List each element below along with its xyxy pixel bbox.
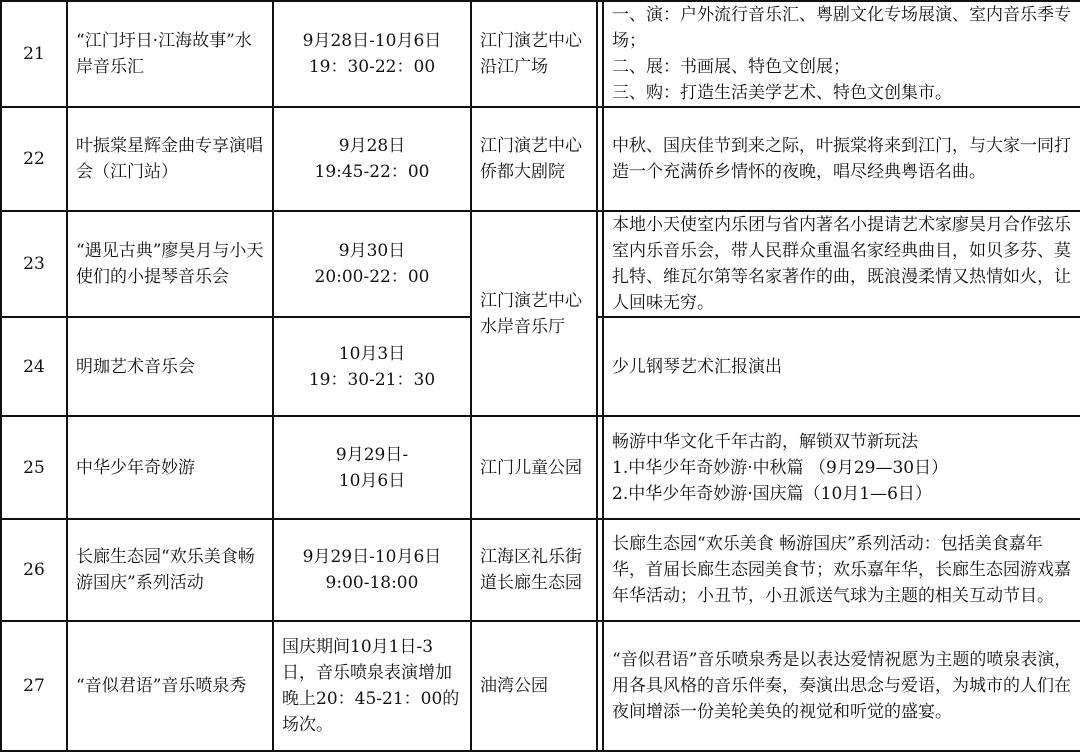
table-row — [1, 1, 1080, 107]
event-venue: 江门演艺中心侨都大剧院 — [471, 107, 597, 211]
event-name: “遇见古典”廖昊月与小天使们的小提琴音乐会 — [67, 211, 273, 317]
row-number: 21 — [1, 1, 67, 107]
desc-line: 畅游中华文化千年古韵，解锁双节新玩法 — [612, 431, 918, 452]
event-time — [273, 107, 471, 211]
event-description — [603, 416, 1080, 519]
desc-line: 三、购：打造生活美学艺术、特色文创集市。 — [612, 83, 952, 103]
time-line: 9月28日-10月6日 — [302, 31, 442, 51]
table-row — [1, 211, 1080, 317]
row-number: 26 — [1, 519, 67, 621]
event-name: 叶振棠星辉金曲专享演唱会（江门站） — [67, 107, 273, 211]
time-line: 10月3日 — [338, 343, 406, 364]
row-number: 23 — [1, 211, 67, 317]
event-time — [273, 211, 471, 317]
table-row — [1, 416, 1080, 519]
event-description — [603, 1, 1080, 107]
event-time: 国庆期间10月1日-3日，音乐喷泉表演增加晚上20：45-21：00的场次。 — [273, 621, 471, 751]
event-description: 中秋、国庆佳节到来之际，叶振棠将来到江门，与大家一同打造一个充满侨乡情怀的夜晚，唱尽经典粤语名曲。 — [603, 107, 1080, 211]
event-name: 长廊生态园“欢乐美食畅游国庆”系列活动 — [67, 519, 273, 621]
time-line: 9月30日 — [338, 241, 406, 261]
event-time — [273, 317, 471, 416]
event-name: “音似君语”音乐喷泉秀 — [67, 621, 273, 751]
event-description: 本地小天使室内乐团与省内著名小提请艺术家廖昊月合作弦乐室内乐音乐会，带人民群众重温名家经典曲目，如贝多芬、莫扎特、维瓦尔第等名家著作的曲，既浪漫柔情又热情如火，让人回味无穷。 — [603, 211, 1080, 317]
time-line: 19：30-21：30 — [308, 369, 436, 390]
desc-line: 二、展：书画展、特色文创展； — [612, 57, 850, 77]
event-venue: 江门演艺中心水岸音乐厅 — [471, 211, 597, 416]
event-description: “音似君语”音乐喷泉秀是以表达爱情祝愿为主题的喷泉表演，用各具风格的音乐伴奏，奏演出思念与爱语，为城市的人们在夜间增添一份美轮美奂的视觉和听觉的盛宴。 — [603, 621, 1080, 751]
time-line: 9月28日 — [338, 136, 406, 156]
event-time — [273, 519, 471, 621]
event-description: 少儿钢琴艺术汇报演出 — [603, 317, 1080, 416]
event-venue: 江门儿童公园 — [471, 416, 597, 519]
time-line: 19:45-22：00 — [314, 162, 430, 182]
event-venue: 江海区礼乐街道长廊生态园 — [471, 519, 597, 621]
time-line: 10月6日 — [338, 470, 406, 491]
desc-line: 一、演：户外流行音乐汇、粤剧文化专场展演、室内音乐季专场； — [612, 5, 1071, 51]
table-row — [1, 621, 1080, 751]
row-number: 27 — [1, 621, 67, 751]
event-name: 明珈艺术音乐会 — [67, 317, 273, 416]
row-number: 24 — [1, 317, 67, 416]
row-number: 25 — [1, 416, 67, 519]
time-line: 9月29日- — [335, 444, 409, 465]
time-line: 20:00-22：00 — [314, 267, 430, 287]
event-name: “江门圩日·江海故事”水岸音乐汇 — [67, 1, 273, 107]
event-venue: 油湾公园 — [471, 621, 597, 751]
event-name: 中华少年奇妙游 — [67, 416, 273, 519]
row-number: 22 — [1, 107, 67, 211]
event-time — [273, 1, 471, 107]
time-line: 19：30-22：00 — [308, 57, 436, 77]
event-time — [273, 416, 471, 519]
table-row — [1, 107, 1080, 211]
table-row — [1, 519, 1080, 621]
event-description: 长廊生态园“欢乐美食 畅游国庆”系列活动：包括美食嘉年华，首届长廊生态园美食节；欢乐嘉年华，长廊生态园游戏嘉年华活动；小丑节，小丑派送气球为主题的相关互动节目。 — [603, 519, 1080, 621]
event-venue: 江门演艺中心沿江广场 — [471, 1, 597, 107]
time-line: 9:00-18:00 — [325, 573, 419, 593]
desc-line: 1.中华少年奇妙游·中秋篇 （9月29—30日） — [612, 457, 949, 478]
time-line: 9月29日-10月6日 — [302, 547, 442, 567]
desc-line: 2.中华少年奇妙游·国庆篇（10月1—6日） — [612, 483, 932, 504]
